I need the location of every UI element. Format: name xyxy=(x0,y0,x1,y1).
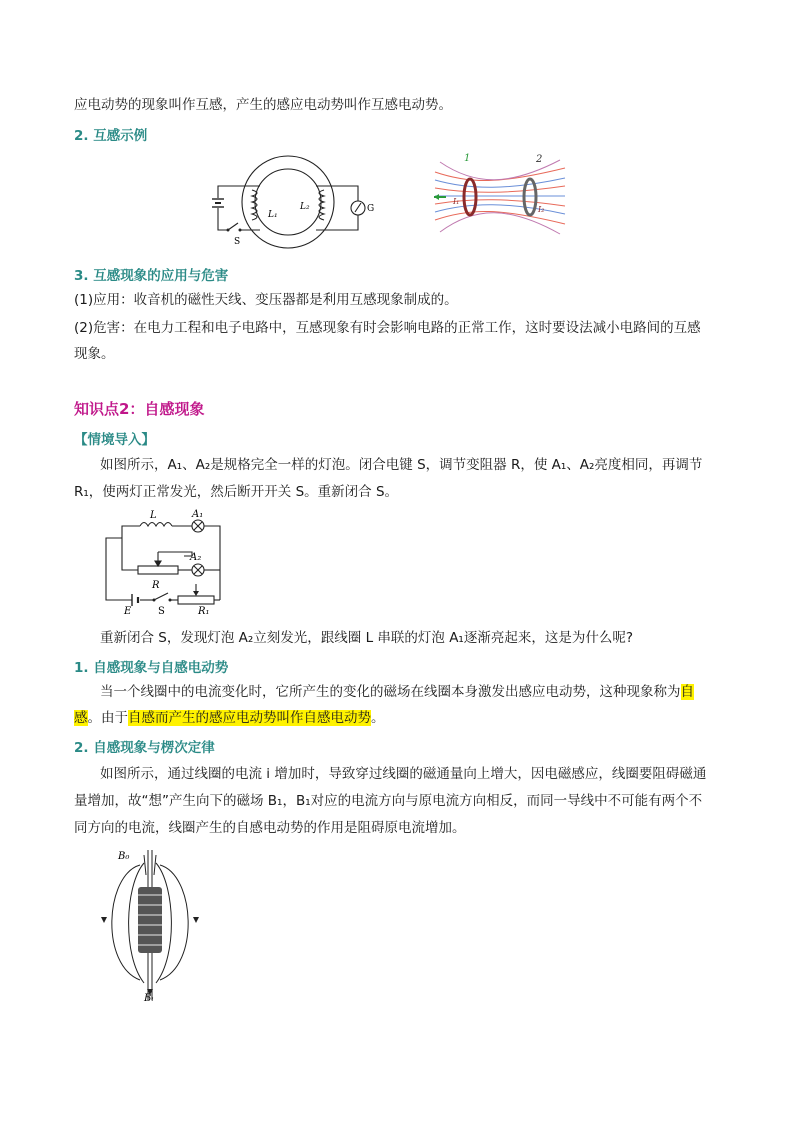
k2-para-2: 量增加，故“想”产生向下的磁场 B₁，B₁对应的电流方向与原电流方向相反，而同一导线中不可能有两个不 xyxy=(74,793,703,809)
k1-text-a: 当一个线圈中的电流变化时，它所产生的变化的磁场在线圈本身激发出感应电动势，这种现象称为 xyxy=(100,684,681,700)
k2-title: 2. 自感现象与楞次定律 xyxy=(74,740,215,756)
scene-question: 重新闭合 S，发现灯泡 A₂立刻发光，跟线圈 L 串联的灯泡 A₁逐渐亮起来，这是为什么呢? xyxy=(100,630,634,646)
scene-para-1a: 如图所示，A₁、A₂是规格完全一样的灯泡。闭合电键 S，调节变阻器 R，使 A₁、A₂亮度相同，再调节 xyxy=(100,457,703,473)
inductor-label: L xyxy=(150,510,157,521)
section-3-para-2b: 现象。 xyxy=(74,346,115,362)
coil-l2-label: L₂ xyxy=(300,202,310,212)
k1-title: 1. 自感现象与自感电动势 xyxy=(74,660,229,676)
section-3-para-2a: (2)危害：在电力工程和电子电路中，互感现象有时会影响电路的正常工作，这时要设法减小电路间的互感 xyxy=(74,320,701,336)
scene-intro-title: 【情境导入】 xyxy=(74,432,155,448)
switch-label: S xyxy=(234,237,241,247)
rheostat-r-label: R xyxy=(152,580,160,591)
intro-line: 应电动势的现象叫作互感，产生的感应电动势叫作互感电动势。 xyxy=(74,97,452,113)
mutual-induction-circuit-figure xyxy=(200,150,390,250)
lamp-a2-label: A₂ xyxy=(190,552,202,563)
k1-text-c: 。 xyxy=(371,710,385,726)
scene-para-1b: R₁，使两灯正常发光，然后断开开关 S。重新闭合 S。 xyxy=(74,484,399,500)
section-3-para-1: (1)应用：收音机的磁性天线、变压器都是利用互感现象制成的。 xyxy=(74,292,458,308)
section-2-title: 2. 互感示例 xyxy=(74,128,148,144)
k1-para-line-2 xyxy=(74,708,385,728)
k1-text-b: 。由于 xyxy=(87,710,128,726)
section-3-title: 3. 互感现象的应用与危害 xyxy=(74,268,229,284)
coaxial-coils-field-figure xyxy=(430,150,570,245)
battery-e-label: E xyxy=(124,606,132,616)
solenoid-field-figure xyxy=(100,845,200,1005)
k1-highlight-3: 自感而产生的感应电动势叫作自感电动势 xyxy=(128,710,371,726)
k1-para-line-1 xyxy=(100,682,694,702)
k1-highlight-2: 感 xyxy=(74,710,88,726)
k2-para-1: 如图所示，通过线圈的电流 i 增加时，导致穿过线圈的磁通量向上增大，因电磁感应，线圈要阻碍磁通 xyxy=(100,766,707,782)
field-bi-label: Bᵢ xyxy=(144,993,154,1004)
switch-s-label: S xyxy=(158,606,165,616)
k2-para-3: 同方向的电流，线圈产生的自感电动势的作用是阻碍原电流增加。 xyxy=(74,820,466,836)
current-i1-label: I₁ xyxy=(453,197,460,206)
knowledge-point-2-title: 知识点2：自感现象 xyxy=(74,400,205,418)
k1-highlight-1: 自 xyxy=(680,684,694,700)
field-b0-label: B₀ xyxy=(118,851,130,862)
current-i2-label: I₂ xyxy=(538,205,545,214)
galvanometer-label: G xyxy=(367,204,375,214)
lamp-a1-label: A₁ xyxy=(192,509,204,520)
coil-l1-label: L₁ xyxy=(268,210,278,220)
coil-2-label: 2 xyxy=(536,154,543,165)
coil-1-label: 1 xyxy=(464,153,471,164)
self-induction-circuit-figure xyxy=(98,508,238,616)
rheostat-r1-label: R₁ xyxy=(198,606,210,616)
